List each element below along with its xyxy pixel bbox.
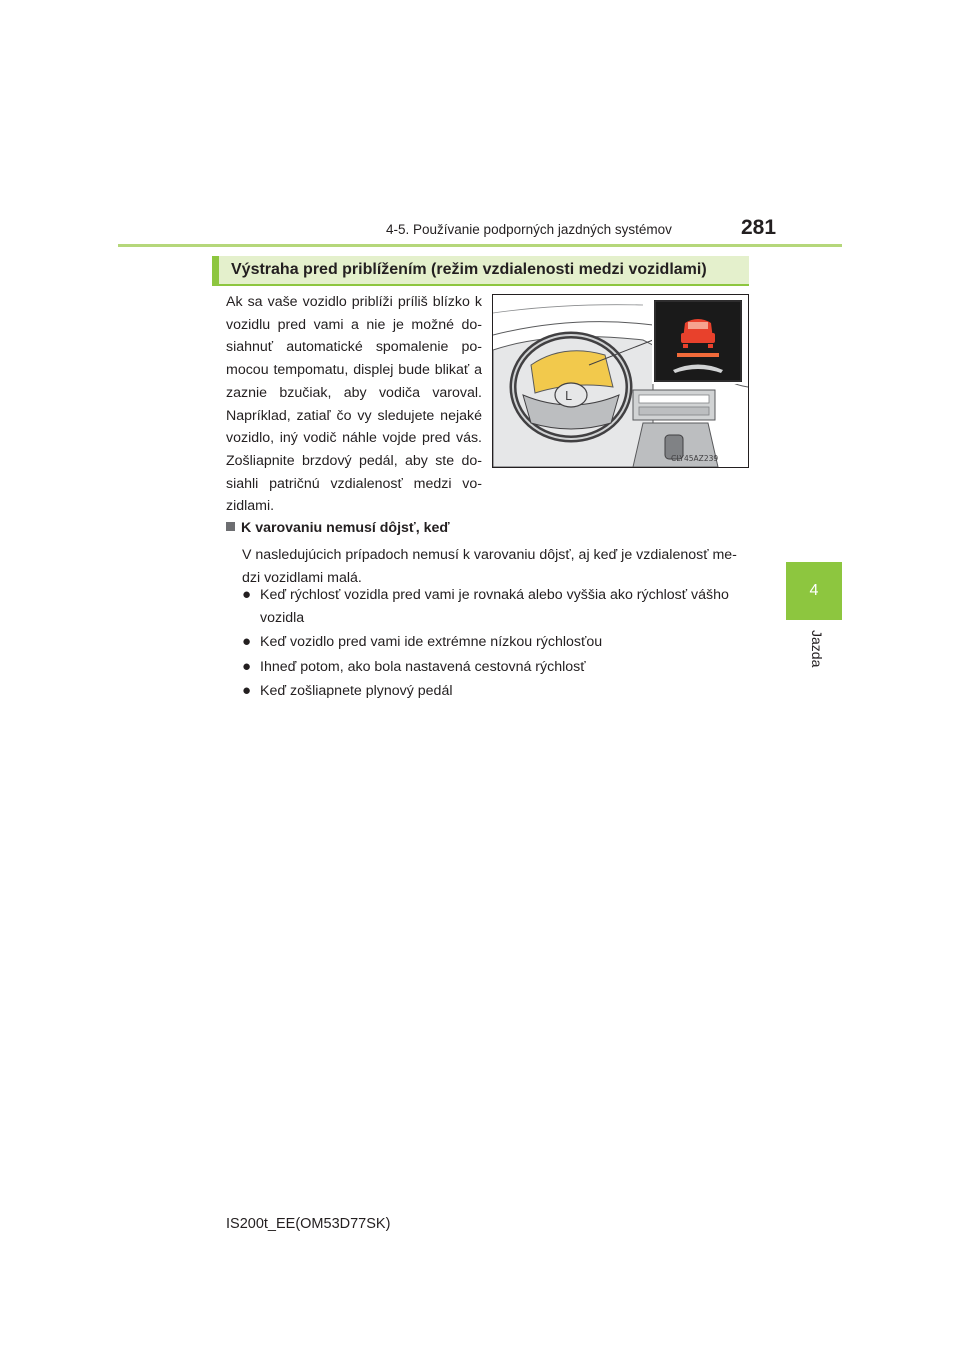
bullet-dot-icon: ● [242, 682, 252, 699]
running-header: 4-5. Používanie podporných jazdných systémov [386, 222, 672, 237]
subsection-heading-text: K varovaniu nemusí dôjsť, keď [241, 520, 450, 536]
page-number: 281 [741, 216, 777, 239]
chapter-tab: 4 [786, 562, 842, 620]
subsection-heading [226, 520, 450, 536]
subsection-paragraph: V nasledujúcich prípadoch nemusí k varovaniu dôjsť, aj keď je vzdialenosť me-dzi vozidlami malá. [242, 547, 737, 586]
intro-paragraph: Ak sa vaše vozidlo priblíži príliš blízko k vozidlu pred vami a nie je možné do-siahnuť automatické spomalenie po-mocou tempomatu, displej bude blikať a zaznie bzučiak, aby vodiča varoval. Napríklad, zatiaľ čo vy sledujete nejaké vozidlo, iný vodič náhle vojde pred vás. Zošliapnite brzdový pedál, aby ste do-siahli patričnú vzdialenosť medzi vo-zidlami. [226, 294, 482, 515]
svg-text:L: L [565, 389, 572, 403]
list-item-text: Keď rýchlosť vozidla pred vami je rovnaká alebo vyššia ako rýchlosť vášho vozidla [260, 587, 729, 626]
dashboard-illustration [492, 294, 749, 468]
dashboard-drawing [493, 295, 748, 467]
bullet-dot-icon: ● [242, 633, 252, 650]
square-bullet-icon [226, 522, 235, 531]
list-item-text: Keď zošliapnete plynový pedál [260, 683, 453, 699]
bullet-dot-icon: ● [242, 658, 252, 675]
chapter-label: Jazda [809, 630, 825, 668]
list-item-text: Ihneď potom, ako bola nastavená cestovná rýchlosť [260, 659, 586, 675]
figure-code: CLY45AZ239 [671, 454, 719, 463]
list-item [242, 584, 747, 629]
bullet-dot-icon: ● [242, 586, 252, 603]
footer-model-code: IS200t_EE(OM53D77SK) [226, 1216, 391, 1232]
list-item [242, 631, 747, 654]
list-item-text: Keď vozidlo pred vami ide extrémne nízkou rýchlosťou [260, 634, 603, 650]
header-divider [118, 244, 842, 247]
section-heading [212, 256, 749, 286]
list-item [242, 680, 747, 703]
list-item [242, 656, 747, 679]
section-heading-text: Výstraha pred priblížením (režim vzdialenosti medzi vozidlami) [231, 261, 707, 278]
